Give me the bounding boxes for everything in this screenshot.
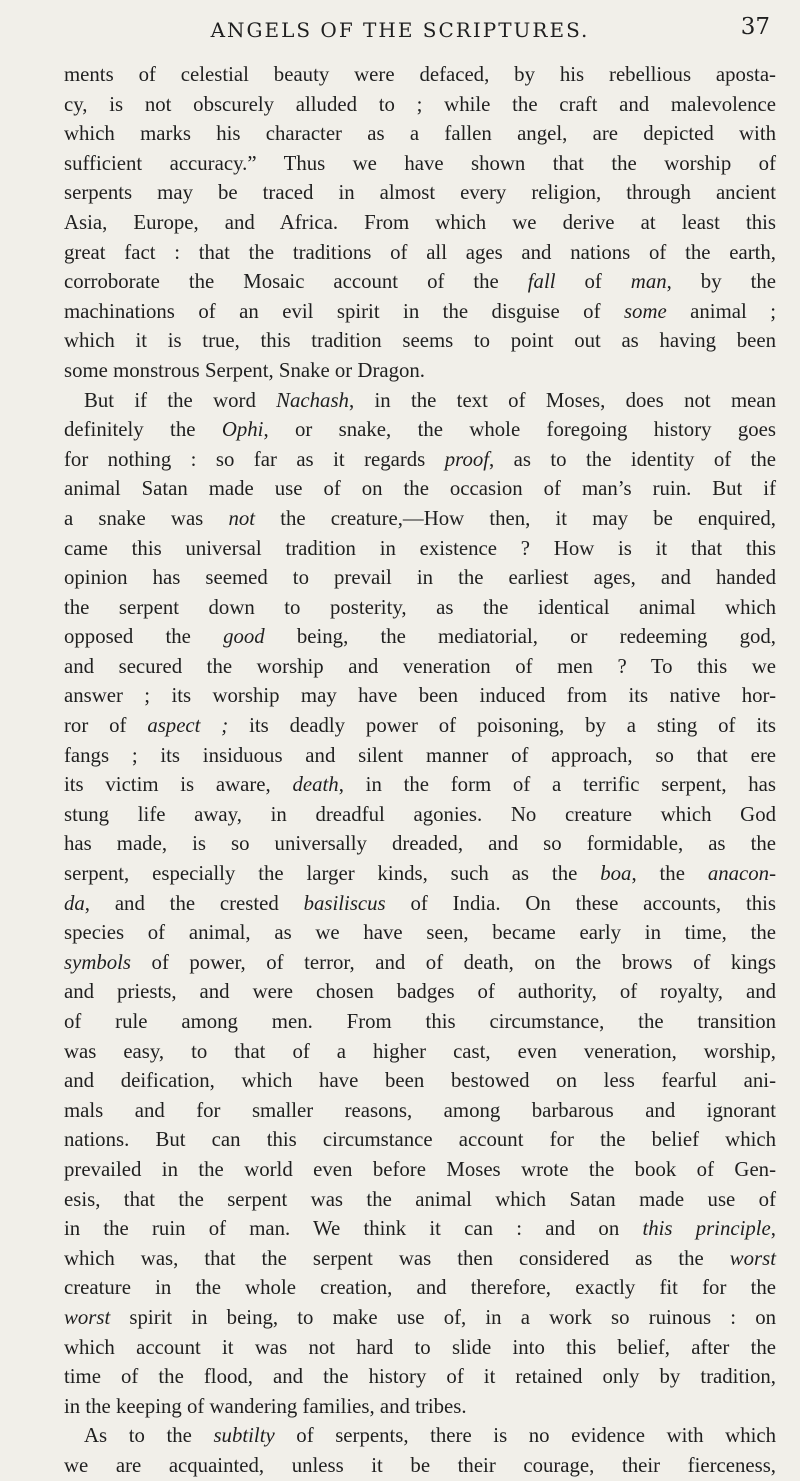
text-segment: time of the flood, and the history of it retained only by tradition, [64, 1365, 776, 1389]
text-line [64, 770, 776, 800]
text-segment: the serpent down to posterity, as the identical animal which [64, 595, 776, 619]
text-segment: has made, is so universally dreaded, and so formidable, as the [64, 832, 776, 856]
body-text [64, 60, 776, 1481]
text-line [64, 800, 776, 830]
text-segment: definitely the [64, 418, 222, 442]
text-segment: , and the crested [84, 891, 304, 915]
text-segment: nations. But can this circumstance account for the belief which [64, 1128, 776, 1152]
text-segment: great fact : that the traditions of all ages and nations of the earth, [64, 240, 776, 264]
text-segment: its deadly power of poisoning, by a sting of its [228, 714, 776, 738]
text-line [64, 415, 776, 445]
text-segment: fangs ; its insiduous and silent manner of approach, so that ere [64, 743, 776, 767]
text-segment: creature in the whole creation, and therefore, exactly fit for the [64, 1276, 776, 1300]
text-segment: opposed the [64, 625, 224, 649]
text-line [64, 119, 776, 149]
text-segment: which marks his character as a fallen angel, are depicted with [64, 122, 776, 146]
text-line [64, 178, 776, 208]
italic-text: da [64, 891, 85, 915]
text-line [64, 90, 776, 120]
text-line [64, 386, 776, 416]
italic-text: subtilty [213, 1424, 275, 1448]
text-line [64, 1451, 776, 1481]
text-segment: species of animal, as we have seen, became early in time, the [64, 921, 776, 945]
text-segment: ror of [64, 714, 148, 738]
text-line [64, 1392, 776, 1422]
italic-text: some [623, 299, 667, 323]
italic-text: symbols [64, 950, 132, 974]
text-line [64, 267, 776, 297]
text-line [64, 652, 776, 682]
text-segment: But if the word [84, 388, 277, 412]
text-line [64, 1096, 776, 1126]
text-segment: of India. On these accounts, this [385, 891, 776, 915]
text-segment: opinion has seemed to prevail in the earliest ages, and handed [64, 566, 776, 590]
text-line [64, 977, 776, 1007]
text-line [64, 889, 776, 919]
text-line [64, 1007, 776, 1037]
text-line [64, 297, 776, 327]
text-segment: spirit in being, to make use of, in a work so ruinous : on [110, 1305, 776, 1329]
text-line [64, 859, 776, 889]
text-line [64, 741, 776, 771]
text-segment: , by the [666, 270, 776, 294]
text-line [64, 1185, 776, 1215]
text-segment: which was, that the serpent was then considered as the [64, 1246, 730, 1270]
text-segment: answer ; its worship may have been induced from its native hor- [64, 684, 776, 708]
text-segment: of power, of terror, and of death, on the brows of kings [131, 950, 776, 974]
text-line [64, 711, 776, 741]
text-line [64, 208, 776, 238]
text-segment: came this universal tradition in existence ? How is it that this [64, 536, 776, 560]
text-segment: a snake was [64, 506, 229, 530]
text-line [64, 326, 776, 356]
text-line [64, 1125, 776, 1155]
text-segment: , in the text of Moses, does not mean [348, 388, 776, 412]
italic-text: Nachash [276, 388, 349, 412]
italic-text: good [223, 625, 265, 649]
text-segment: Asia, Europe, and Africa. From which we derive at least this [64, 210, 776, 234]
text-segment: , the [631, 862, 708, 886]
text-segment: which it is true, this tradition seems to point out as having been [64, 329, 776, 353]
text-segment: stung life away, in dreadful agonies. No creature which God [64, 802, 776, 826]
text-line [64, 1273, 776, 1303]
text-segment: serpent, especially the larger kinds, such as the [64, 862, 601, 886]
running-head: ANGELS OF THE SCRIPTURES. [210, 18, 590, 42]
text-line [64, 1155, 776, 1185]
text-segment: being, the mediatorial, or redeeming god, [264, 625, 776, 649]
text-segment: of rule among men. From this circumstance, the transition [64, 1010, 776, 1033]
text-segment: ments of celestial beauty were defaced, by his rebellious aposta- [64, 63, 776, 86]
page-number: 37 [740, 14, 770, 40]
text-line [64, 1303, 776, 1333]
text-segment: in the ruin of man. We think it can : and on [64, 1217, 643, 1241]
italic-text: man [630, 270, 667, 294]
italic-text: anacon- [707, 862, 776, 886]
text-segment: of [555, 270, 631, 294]
text-line [64, 1037, 776, 1067]
text-line [64, 563, 776, 593]
text-segment: sufficient accuracy.” Thus we have shown that the worship of [64, 151, 776, 175]
text-line [64, 829, 776, 859]
italic-text: aspect ; [147, 714, 229, 738]
text-segment: , [770, 1217, 776, 1241]
text-segment: , in the form of a terrific serpent, has [338, 773, 777, 797]
text-segment: cy, is not obscurely alluded to ; while the craft and malevolence [64, 92, 776, 116]
text-segment: and deification, which have been bestowed on less fearful ani- [64, 1069, 776, 1093]
text-line [64, 1333, 776, 1363]
text-line [64, 356, 776, 386]
italic-text: worst [64, 1305, 111, 1329]
text-line [64, 681, 776, 711]
text-segment: esis, that the serpent was the animal which Satan made use of [64, 1187, 776, 1211]
text-line [64, 948, 776, 978]
text-segment: , or snake, the whole foregoing history goes [263, 418, 776, 442]
text-line [64, 918, 776, 948]
italic-text: boa [600, 862, 632, 886]
text-segment: prevailed in the world even before Moses wrote the book of Gen- [64, 1157, 776, 1181]
italic-text: Ophi [221, 418, 264, 442]
italic-text: not [228, 506, 256, 530]
text-line [64, 1244, 776, 1274]
text-segment: machinations of an evil spirit in the disguise of [64, 299, 624, 323]
text-line [64, 149, 776, 179]
text-segment: , as to the identity of the [489, 447, 776, 471]
text-segment: was easy, to that of a higher cast, even veneration, worship, [64, 1039, 776, 1063]
text-segment: animal ; [666, 299, 776, 323]
text-line [64, 622, 776, 652]
text-segment: of serpents, there is no evidence with which [274, 1424, 776, 1448]
italic-text: fall [527, 270, 556, 294]
text-line [64, 593, 776, 623]
text-line [64, 534, 776, 564]
text-line [64, 445, 776, 475]
text-segment: some monstrous Serpent, Snake or Dragon. [64, 358, 426, 382]
page-header [0, 14, 800, 44]
text-segment: the creature,—How then, it may be enquired, [255, 506, 776, 530]
text-segment: for nothing : so far as it regards [64, 447, 445, 471]
text-line [64, 504, 776, 534]
italic-text: this principle [642, 1217, 771, 1241]
text-segment: mals and for smaller reasons, among barbarous and ignorant [64, 1098, 776, 1122]
italic-text: worst [729, 1246, 776, 1270]
text-segment: its victim is aware, [64, 773, 293, 797]
text-segment: which account it was not hard to slide into this belief, after the [64, 1335, 776, 1359]
text-segment: we are acquainted, unless it be their courage, their fierceness, [64, 1453, 776, 1477]
italic-text: proof [444, 447, 490, 471]
text-segment: and secured the worship and veneration of men ? To this we [64, 654, 776, 678]
italic-text: death [292, 773, 339, 797]
italic-text: basiliscus [303, 891, 386, 915]
text-segment: in the keeping of wandering families, and tribes. [64, 1394, 467, 1418]
text-line [64, 474, 776, 504]
text-line [64, 1214, 776, 1244]
text-line [64, 1421, 776, 1451]
text-line [64, 60, 776, 90]
text-segment: animal Satan made use of on the occasion of man’s ruin. But if [64, 477, 776, 501]
text-segment: and priests, and were chosen badges of authority, of royalty, and [64, 980, 776, 1004]
text-line [64, 238, 776, 268]
text-line [64, 1066, 776, 1096]
text-segment: As to the [84, 1424, 214, 1448]
text-segment: serpents may be traced in almost every religion, through ancient [64, 181, 776, 205]
text-segment: corroborate the Mosaic account of the [64, 270, 528, 294]
